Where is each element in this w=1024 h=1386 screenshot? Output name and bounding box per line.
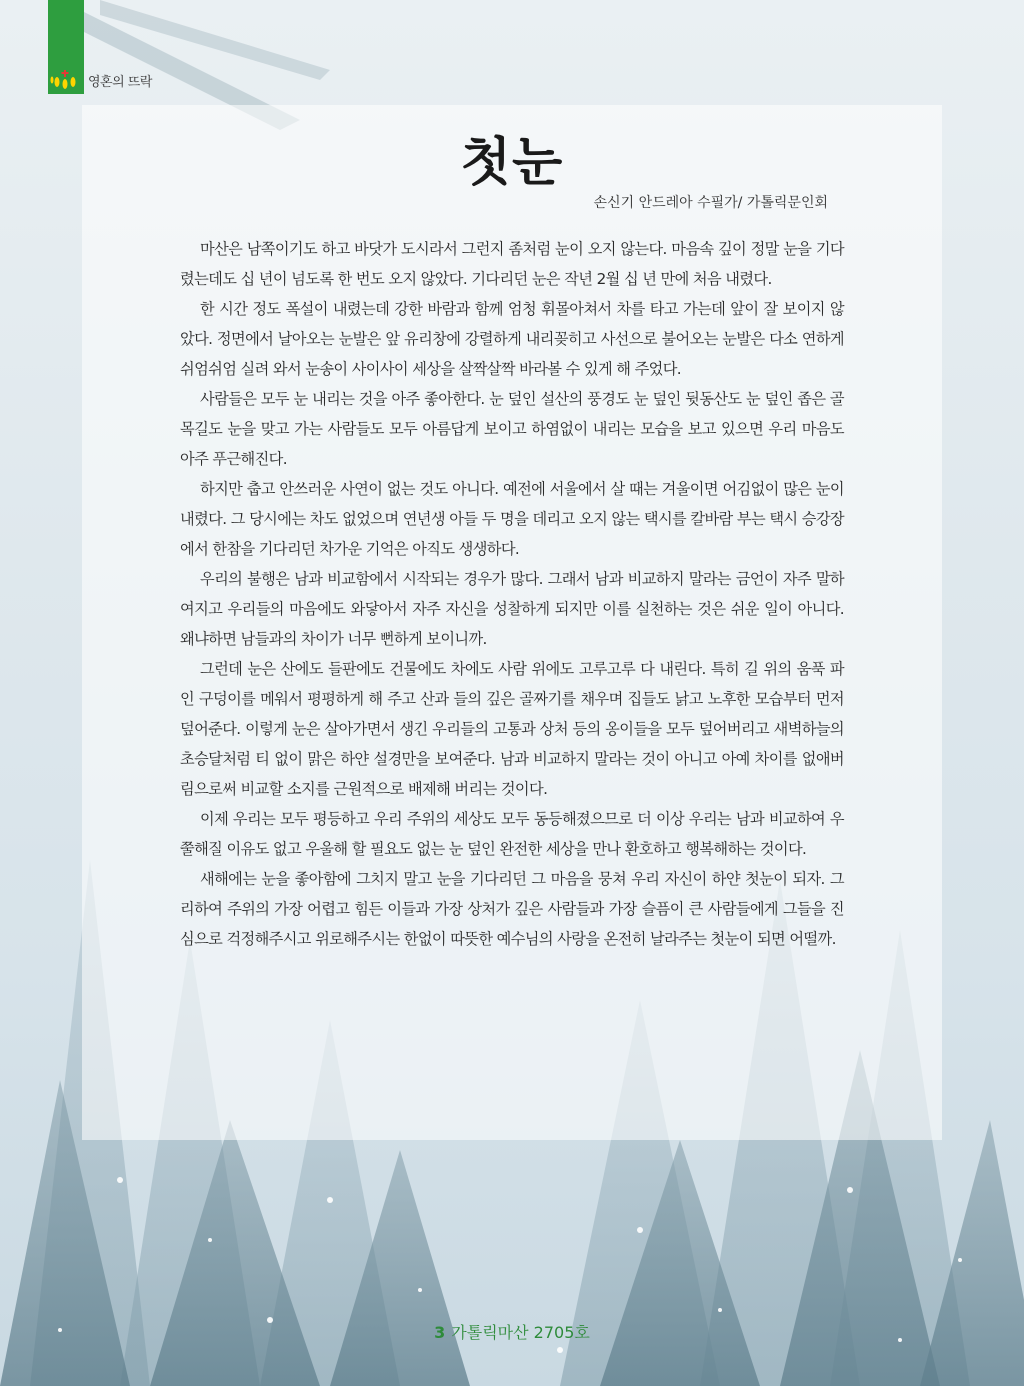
paragraph: 이제 우리는 모두 평등하고 우리 주위의 세상도 모두 동등해졌으므로 더 이상 우리는 남과 비교하여 우쭐해질 이유도 없고 우울해 할 필요도 없는 눈 덮인 완전한 세상을 만나 환호하고 행복해하는 것이다.	[180, 810, 844, 858]
paragraph: 하지만 춥고 안쓰러운 사연이 없는 것도 아니다. 예전에 서울에서 살 때는 겨울이면 어김없이 많은 눈이 내렸다. 그 당시에는 차도 없었으며 연년생 아들 두 명을 데리고 오지 않는 택시를 칼바람 부는 택시 승강장에서 한참을 기다리던 차가운 기억은 아직도 생생하다.	[180, 480, 844, 558]
article-title: 첫눈	[460, 132, 564, 193]
page-footer	[0, 1320, 1024, 1343]
article-body	[180, 234, 844, 954]
paragraph: 우리의 불행은 남과 비교함에서 시작되는 경우가 많다. 그래서 남과 비교하지 말라는 금언이 자주 말하여지고 우리들의 마음에도 와닿아서 자주 자신을 성찰하게 되지만 이를 실천하는 것은 쉬운 일이 아니다. 왜냐하면 남들과의 차이가 너무 뻔하게 보이니까.	[180, 570, 844, 648]
publication-issue: 가톨릭마산 2705호	[451, 1323, 590, 1342]
paragraph: 새해에는 눈을 좋아함에 그치지 말고 눈을 기다리던 그 마음을 뭉쳐 우리 자신이 하얀 첫눈이 되자. 그리하여 주위의 가장 어렵고 힘든 이들과 가장 상처가 깊은 사람들과 가장 슬픔이 큰 사람들에게 그들을 진심으로 걱정해주시고 위로해주시는 한없이 따뜻한 예수님의 사랑을 온전히 날라주는 첫눈이 되면 어떨까.	[180, 870, 844, 948]
section-logo	[48, 68, 152, 92]
sprout-logo-icon	[48, 68, 84, 92]
section-label: 영혼의 뜨락	[88, 74, 152, 90]
paragraph: 마산은 남쪽이기도 하고 바닷가 도시라서 그런지 좀처럼 눈이 오지 않는다. 마음속 깊이 정말 눈을 기다렸는데도 십 년이 넘도록 한 번도 오지 않았다. 기다리던 눈은 작년 2월 십 년 만에 처음 내렸다.	[180, 240, 844, 288]
paragraph: 그런데 눈은 산에도 들판에도 건물에도 차에도 사람 위에도 고루고루 다 내린다. 특히 길 위의 움푹 파인 구덩이를 메워서 평평하게 해 주고 산과 들의 깊은 골짜기를 채우며 집들도 낡고 노후한 모습부터 먼저 덮어준다. 이렇게 눈은 살아가면서 생긴 우리들의 고통과 상처 등의 옹이들을 모두 덮어버리고 새벽하늘의 초승달처럼 티 없이 맑은 하얀 설경만을 보여준다. 남과 비교하지 말라는 것이 아니고 아예 차이를 없애버림으로써 비교할 소지를 근원적으로 배제해 버리는 것이다.	[180, 660, 844, 798]
paragraph: 사람들은 모두 눈 내리는 것을 아주 좋아한다. 눈 덮인 설산의 풍경도 눈 덮인 뒷동산도 눈 덮인 좁은 골목길도 눈을 맞고 가는 사람들도 모두 아름답게 보이고 하염없이 내리는 모습을 보고 있으면 우리 마음도 아주 푸근해진다.	[180, 390, 844, 468]
page-number: 3	[434, 1323, 446, 1342]
article-byline: 손신기 안드레아 수필가/ 가톨릭문인회	[593, 195, 828, 211]
paragraph: 한 시간 정도 폭설이 내렸는데 강한 바람과 함께 엄청 휘몰아쳐서 차를 타고 가는데 앞이 잘 보이지 않았다. 정면에서 날아오는 눈발은 앞 유리창에 강렬하게 내리꽂히고 사선으로 불어오는 눈발은 다소 연하게 쉬엄쉬엄 실려 와서 눈송이 사이사이 세상을 살짝살짝 바라볼 수 있게 해 주었다.	[180, 300, 844, 378]
